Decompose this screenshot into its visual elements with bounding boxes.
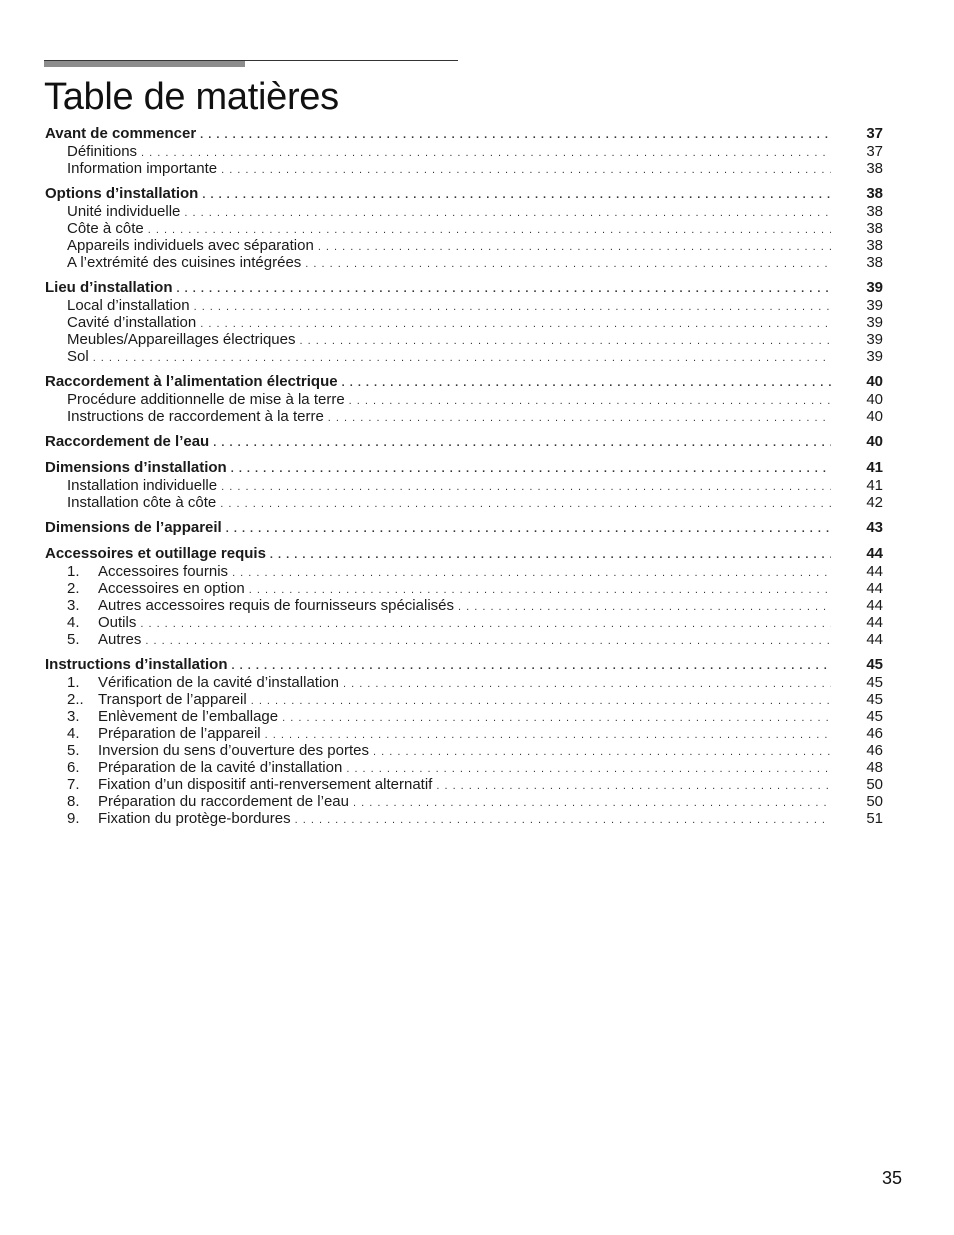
toc-item-page: 39	[866, 348, 883, 365]
toc-item[interactable]	[45, 580, 883, 597]
toc-item-page: 45	[866, 674, 883, 691]
toc-item-label: Transport de l’appareil	[98, 691, 247, 708]
toc-item-page: 39	[866, 331, 883, 348]
toc-item-number: 1.	[67, 674, 80, 691]
toc-section-page: 38	[866, 185, 883, 202]
toc-section-entry[interactable]	[45, 433, 883, 451]
toc-item[interactable]	[45, 331, 883, 348]
toc-item[interactable]	[45, 759, 883, 776]
toc-item-label: Définitions	[67, 143, 138, 160]
dot-leader	[353, 793, 831, 810]
dot-leader	[436, 776, 831, 793]
dot-leader	[145, 631, 831, 648]
toc-section	[45, 519, 883, 537]
toc-section-entry[interactable]	[45, 125, 883, 143]
toc-item-page: 38	[866, 237, 883, 254]
page-title: Table de matières	[44, 76, 339, 118]
dot-leader	[177, 279, 831, 297]
toc-item-number: 1.	[67, 563, 80, 580]
toc-item-page: 44	[866, 614, 883, 631]
toc-item[interactable]	[45, 203, 883, 220]
dot-leader	[202, 185, 831, 203]
toc-item[interactable]	[45, 742, 883, 759]
toc-section-title: Dimensions de l’appareil	[45, 519, 222, 536]
toc-section-entry[interactable]	[45, 459, 883, 477]
toc-item-page: 44	[866, 631, 883, 648]
toc-item[interactable]	[45, 810, 883, 827]
dot-leader	[232, 656, 831, 674]
toc-item[interactable]	[45, 708, 883, 725]
toc-item[interactable]	[45, 597, 883, 614]
toc-section-title: Avant de commencer	[45, 125, 197, 142]
toc-item[interactable]	[45, 348, 883, 365]
dot-leader	[318, 237, 831, 254]
toc-item-label: Vérification de la cavité d’installation	[98, 674, 339, 691]
toc-section-page: 45	[866, 656, 883, 673]
toc-section-page: 41	[866, 459, 883, 476]
dot-leader	[249, 580, 831, 597]
toc-item-page: 44	[866, 563, 883, 580]
toc-item-page: 45	[866, 691, 883, 708]
toc-item-page: 40	[866, 391, 883, 408]
toc-item[interactable]	[45, 477, 883, 494]
toc-item-number: 4.	[67, 725, 80, 742]
toc-item[interactable]	[45, 160, 883, 177]
toc-item[interactable]	[45, 143, 883, 160]
toc-section-entry[interactable]	[45, 519, 883, 537]
dot-leader	[220, 494, 831, 511]
dot-leader	[270, 545, 831, 563]
toc-section-page: 43	[866, 519, 883, 536]
toc-item-label: Information importante	[67, 160, 218, 177]
dot-leader	[221, 160, 831, 177]
dot-leader	[349, 391, 831, 408]
toc-item-page: 38	[866, 160, 883, 177]
toc-section	[45, 373, 883, 425]
dot-leader	[299, 331, 831, 348]
toc-section-page: 40	[866, 373, 883, 390]
toc-item-label: Unité individuelle	[67, 203, 181, 220]
toc-item-label: Local d’installation	[67, 297, 190, 314]
toc-item-page: 38	[866, 203, 883, 220]
toc-item-page: 46	[866, 725, 883, 742]
toc-item[interactable]	[45, 314, 883, 331]
toc-item-label: Autres accessoires requis de fournisseurs spécialisés	[98, 597, 454, 614]
toc-section-title: Raccordement de l’eau	[45, 433, 210, 450]
toc-item-label: Installation côte à côte	[67, 494, 217, 511]
toc-item-label: Meubles/Appareillages électriques	[67, 331, 296, 348]
toc-section	[45, 279, 883, 365]
toc-item-number: 5.	[67, 631, 80, 648]
toc-item[interactable]	[45, 674, 883, 691]
toc-item-page: 42	[866, 494, 883, 511]
dot-leader	[343, 674, 831, 691]
dot-leader	[458, 597, 831, 614]
dot-leader	[373, 742, 831, 759]
dot-leader	[141, 143, 831, 160]
dot-leader	[295, 810, 831, 827]
toc-section	[45, 185, 883, 271]
toc-section-entry[interactable]	[45, 656, 883, 674]
toc-item-number: 9.	[67, 810, 80, 827]
toc-item-page: 39	[866, 297, 883, 314]
toc-section-entry[interactable]	[45, 545, 883, 563]
toc-section-title: Instructions d’installation	[45, 656, 228, 673]
dot-leader	[342, 373, 831, 391]
dot-leader	[184, 203, 831, 220]
dot-leader	[226, 519, 831, 537]
toc-item-number: 3.	[67, 597, 80, 614]
dot-leader	[305, 254, 831, 271]
toc-item[interactable]	[45, 631, 883, 648]
toc-item-page: 50	[866, 793, 883, 810]
toc-item-label: Sol	[67, 348, 89, 365]
toc-item-label: Procédure additionnelle de mise à la terre	[67, 391, 345, 408]
toc-item-label: Inversion du sens d’ouverture des portes	[98, 742, 369, 759]
toc-item-page: 48	[866, 759, 883, 776]
dot-leader	[346, 759, 831, 776]
page-number: 35	[881, 1168, 902, 1188]
toc-item-label: Accessoires en option	[98, 580, 245, 597]
toc-section-page: 44	[866, 545, 883, 562]
toc-item[interactable]	[45, 391, 883, 408]
dot-leader	[200, 125, 831, 143]
toc-section	[45, 656, 883, 827]
toc-item-page: 51	[866, 810, 883, 827]
toc-item-label: Préparation de l’appareil	[98, 725, 261, 742]
dot-leader	[251, 691, 831, 708]
toc-item[interactable]	[45, 793, 883, 810]
toc-item-label: Outils	[98, 614, 137, 631]
toc-item[interactable]	[45, 494, 883, 511]
toc-section-title: Raccordement à l’alimentation électrique	[45, 373, 338, 390]
toc-item-number: 6.	[67, 759, 80, 776]
toc-item-page: 46	[866, 742, 883, 759]
toc-section-title: Options d’installation	[45, 185, 199, 202]
toc-item-label: Côte à côte	[67, 220, 144, 237]
toc-item[interactable]	[45, 776, 883, 793]
toc-section-title: Accessoires et outillage requis	[45, 545, 266, 562]
toc-item-number: 2..	[67, 691, 84, 708]
toc-item[interactable]	[45, 237, 883, 254]
dot-leader	[93, 348, 831, 365]
toc-item-label: Fixation d’un dispositif anti-renversement alternatif	[98, 776, 433, 793]
toc-item-label: Autres	[98, 631, 142, 648]
toc-item-label: Fixation du protège-bordures	[98, 810, 291, 827]
dot-leader	[232, 563, 831, 580]
toc-item-page: 39	[866, 314, 883, 331]
dot-leader	[328, 408, 831, 425]
toc-section-page: 40	[866, 433, 883, 450]
toc-item-number: 2.	[67, 580, 80, 597]
dot-leader	[213, 433, 831, 451]
toc-item-page: 40	[866, 408, 883, 425]
toc-item-page: 50	[866, 776, 883, 793]
dot-leader	[282, 708, 831, 725]
dot-leader	[140, 614, 831, 631]
toc-item-label: Installation individuelle	[67, 477, 218, 494]
toc-item-label: Accessoires fournis	[98, 563, 229, 580]
toc-item-page: 44	[866, 580, 883, 597]
toc-section-title: Lieu d’installation	[45, 279, 173, 296]
toc-section-entry[interactable]	[45, 373, 883, 391]
dot-leader	[200, 314, 831, 331]
toc-item[interactable]	[45, 220, 883, 237]
toc-item-number: 5.	[67, 742, 80, 759]
toc-item[interactable]	[45, 297, 883, 314]
toc-item[interactable]	[45, 725, 883, 742]
toc-item-page: 37	[866, 143, 883, 160]
toc-item-label: Appareils individuels avec séparation	[67, 237, 314, 254]
toc-item-page: 41	[866, 477, 883, 494]
header-rule-accent	[44, 61, 245, 67]
toc-item-number: 3.	[67, 708, 80, 725]
toc-item[interactable]	[45, 408, 883, 425]
toc-item-number: 4.	[67, 614, 80, 631]
toc-item-label: Instructions de raccordement à la terre	[67, 408, 324, 425]
toc-item-number: 7.	[67, 776, 80, 793]
toc-section	[45, 125, 883, 177]
toc-item-page: 38	[866, 254, 883, 271]
toc-item[interactable]	[45, 254, 883, 271]
dot-leader	[231, 459, 831, 477]
toc-section-title: Dimensions d’installation	[45, 459, 227, 476]
toc-item-page: 44	[866, 597, 883, 614]
toc-section	[45, 433, 883, 451]
table-of-contents	[45, 125, 883, 835]
toc-section	[45, 459, 883, 511]
toc-item-label: Préparation de la cavité d’installation	[98, 759, 343, 776]
toc-section-page: 39	[866, 279, 883, 296]
toc-item[interactable]	[45, 563, 883, 580]
toc-item-label: Préparation du raccordement de l’eau	[98, 793, 349, 810]
toc-section-entry[interactable]	[45, 185, 883, 203]
toc-item-number: 8.	[67, 793, 80, 810]
dot-leader	[221, 477, 831, 494]
toc-section-entry[interactable]	[45, 279, 883, 297]
toc-item[interactable]	[45, 614, 883, 631]
toc-item[interactable]	[45, 691, 883, 708]
toc-section	[45, 545, 883, 648]
dot-leader	[194, 297, 831, 314]
dot-leader	[265, 725, 831, 742]
toc-item-page: 45	[866, 708, 883, 725]
toc-item-label: Cavité d’installation	[67, 314, 197, 331]
toc-item-page: 38	[866, 220, 883, 237]
toc-item-label: Enlèvement de l’emballage	[98, 708, 279, 725]
dot-leader	[148, 220, 831, 237]
toc-section-page: 37	[866, 125, 883, 142]
toc-item-label: A l’extrémité des cuisines intégrées	[67, 254, 302, 271]
